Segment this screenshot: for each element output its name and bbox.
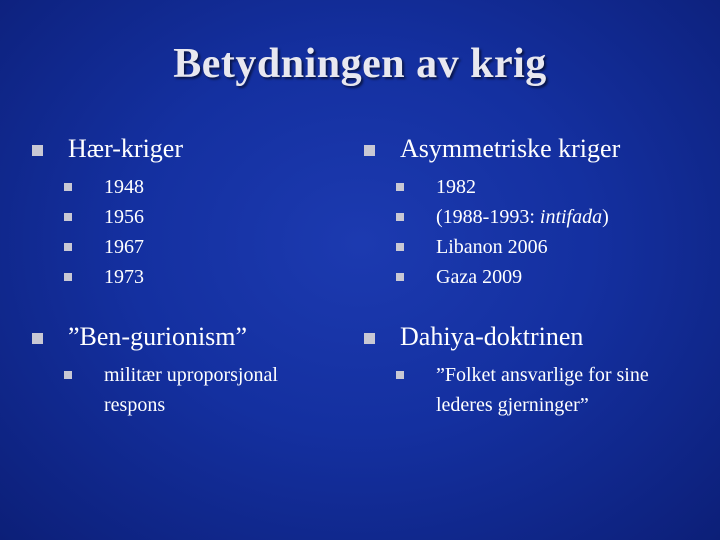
bullet-heading-asymmetriske-kriger (364, 132, 704, 166)
heading-text: Dahiya-doktrinen (400, 322, 584, 351)
square-bullet-icon (32, 333, 43, 344)
sub-list (364, 172, 704, 292)
list-item (64, 262, 352, 292)
square-bullet-icon (364, 333, 375, 344)
bullet-heading-haer-kriger (32, 132, 352, 166)
list-item (396, 202, 704, 232)
list-item (396, 232, 704, 262)
sub-list (32, 360, 352, 420)
sub-list (364, 360, 704, 420)
square-bullet-icon (396, 213, 404, 221)
list-item (64, 232, 352, 262)
list-item-text: Libanon 2006 (436, 236, 548, 258)
list-item (396, 262, 704, 292)
list-item-text: 1982 (436, 176, 476, 198)
bullet-heading-ben-gurionism (32, 320, 352, 354)
list-item-text: ”Folket ansvarlige for sine lederes gjerninger” (436, 364, 649, 416)
list-item-text: 1956 (104, 206, 144, 228)
list-item (64, 202, 352, 232)
square-bullet-icon (64, 371, 72, 379)
heading-text: Asymmetriske kriger (400, 134, 621, 163)
list-item-italic-text: intifada (539, 206, 603, 228)
square-bullet-icon (64, 213, 72, 221)
list-item-text: Gaza 2009 (436, 266, 523, 288)
heading-text: Hær-kriger (68, 134, 183, 163)
list-item (64, 172, 352, 202)
square-bullet-icon (396, 371, 404, 379)
list-item-text: (1988-1993: (436, 206, 540, 228)
list-item-text: 1973 (104, 266, 144, 288)
list-item-text: ) (602, 206, 609, 228)
square-bullet-icon (64, 183, 72, 191)
list-item (396, 172, 704, 202)
list-item-text: 1948 (104, 176, 144, 198)
list-item-text: 1967 (104, 236, 144, 258)
slide-title: Betydningen av krig (173, 41, 547, 87)
square-bullet-icon (364, 145, 375, 156)
bullet-heading-dahiya-doktrinen (364, 320, 704, 354)
square-bullet-icon (64, 243, 72, 251)
square-bullet-icon (64, 273, 72, 281)
list-item (396, 360, 676, 420)
list-item (64, 360, 324, 420)
square-bullet-icon (32, 145, 43, 156)
square-bullet-icon (396, 183, 404, 191)
square-bullet-icon (396, 273, 404, 281)
sub-list (32, 172, 352, 292)
left-column (32, 132, 352, 420)
right-column (364, 132, 704, 420)
square-bullet-icon (396, 243, 404, 251)
list-item-text: militær uproporsjonal respons (104, 364, 278, 416)
heading-text: ”Ben-gurionism” (68, 322, 248, 351)
